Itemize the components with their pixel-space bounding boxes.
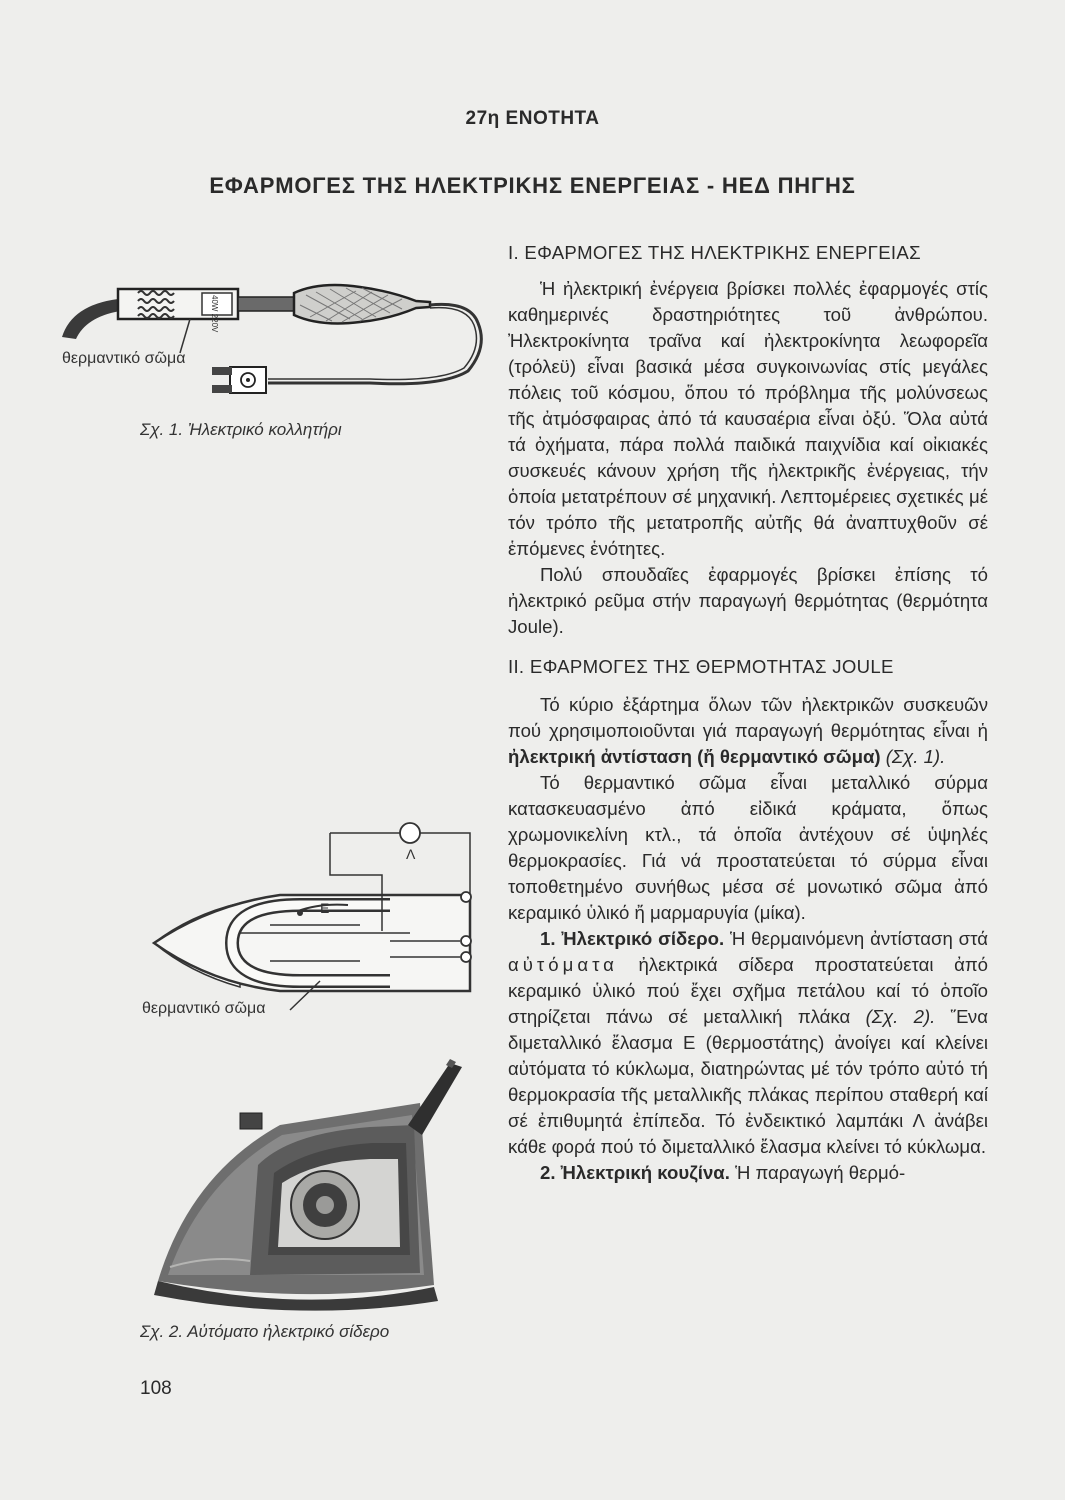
- section2-p3-text-c: Ἕνα διμεταλλικό ἔλασμα Ε (θερμοστάτης) ἀνοίγει καί κλείνει αὐτόματα τό κύκλωμα, διατηρώντας μέ τόν τρόπο αὐτό τή θερμοκρασία τῆς μεταλλικῆς πλάκας περίπου σταθερή καί σέ ἐπιθυμητά ἐπίπεδα. Τό ἐνδεικτικό λαμπάκι Λ ἀνάβει κάθε φορά πού τό διμεταλλικό ἔλασμα κλείνει τό κύκλωμα.: [508, 1006, 988, 1157]
- section1-paragraph2: Πολύ σπουδαῖες ἐφαρμογές βρίσκει ἐπίσης τό ἠλεκτρικό ρεῦμα στήν παραγωγή θερμότητας (θερμότητα Joule).: [508, 564, 988, 637]
- heating-element-label-fig1: θερμαντικό σῶμα: [62, 350, 186, 367]
- section2-p4-text: Ἡ παραγωγή θερμό-: [729, 1162, 906, 1183]
- section2-paragraph2: Τό θερμαντικό σῶμα εἶναι μεταλλικό σύρμα κατασκευασμένο ἀπό εἰδικά κράματα, ὅπως χρωμονικελίνη κτλ., τά ὁποῖα ἀντέχουν σέ ὑψηλές θερμοκρασίες. Γιά νά προστατεύεται τό σύρμα εἶναι τοποθετημένο συνήθως μέσα σέ μονωτικό σῶμα ἀπό κεραμικό ὑλικό ἤ μαρμαρυγία (μίκα).: [508, 772, 988, 923]
- section2-p1-bold: ἠλεκτρική ἀντίσταση (ἤ θερμαντικό σῶμα): [508, 746, 881, 767]
- cooker-subheading: 2. Ἠλεκτρική κουζίνα.: [540, 1162, 730, 1183]
- iron-schematic-diagram: [150, 815, 480, 1005]
- heating-element-label-fig2: θερμαντικό σῶμα: [142, 1000, 266, 1017]
- figure1-caption: Σχ. 1. Ἠλεκτρικό κολλητήρι: [140, 420, 342, 439]
- section2-p1-text: Τό κύριο ἐξάρτημα ὅλων τῶν ἠλεκτρικῶν συσκευῶν πού χρησιμοποιοῦνται γιά παραγωγή θερμότητας εἶναι ἡ: [508, 694, 988, 741]
- page-number: 108: [140, 1378, 172, 1399]
- section2-p3-spaced: αὐτόματα: [508, 954, 618, 975]
- iron-rating-label: 40W 220V: [210, 295, 219, 333]
- section2-p1-figure-ref: (Σχ. 1).: [880, 746, 946, 767]
- bimetal-strip-letter: Ε: [320, 900, 330, 916]
- chapter-title: ΕΦΑΡΜΟΓΕΣ ΤΗΣ ΗΛΕΚΤΡΙΚΗΣ ΕΝΕΡΓΕΙΑΣ - ΗΕΔ ΠΗΓΗΣ: [209, 173, 856, 198]
- text-column: [508, 240, 988, 1186]
- figure2-caption: Σχ. 2. Αὐτόματο ἠλεκτρικό σίδερο: [140, 1322, 390, 1341]
- section2-paragraph3: [508, 926, 988, 1160]
- section2-p3-text-a: Ἡ θερμαινόμενη ἀντίσταση στά: [724, 928, 988, 949]
- section2-paragraph4: [508, 1160, 988, 1186]
- unit-title: 27η ΕΝΟΤΗΤΑ: [465, 108, 600, 129]
- section2-heading: ΙΙ. ΕΦΑΡΜΟΓΕΣ ΤΗΣ ΘΕΡΜΟΤΗΤΑΣ JOULE: [508, 656, 894, 677]
- iron-subheading: 1. Ἠλεκτρικό σίδερο.: [540, 928, 725, 949]
- section2-p3-text-b: ἠλεκτρικά σίδερα προστατεύεται ἀπό κεραμικό ὑλικό πού ἔχει σχῆμα πετάλου καί τό ὁποῖο στηρίζεται πάνω σέ μεταλλική πλάκα: [508, 954, 988, 1027]
- section2-paragraph1: [508, 692, 988, 770]
- automatic-iron-illustration: [150, 1055, 480, 1320]
- section2-p3-figure-ref: (Σχ. 2).: [850, 1006, 936, 1027]
- section1-paragraph1: Ἡ ἠλεκτρική ἐνέργεια βρίσκει πολλές ἐφαρμογές στίς καθημερινές δραστηριότητες τοῦ ἀνθρώπου. Ἠλεκτροκίνητα τραῖνα καί ἠλεκτροκίνητα λεωφορεῖα (τρόλεϋ) εἶναι βασικά μέσα συγκοινωνίας στίς μεγάλες πόλεις τοῦ κόσμου, ὅπου τό πρόβλημα τῆς μολύνσεως τῆς ἀτμόσφαιρας ἀπό τά καυσαέρια εἶναι ὀξύ. Ὅλα αὐτά τά ὀχήματα, πάρα πολλά παιδικά παιχνίδια καί οἰκιακές συσκευές κάνουν χρήση τῆς ἠλεκτρικῆς ἐνέργειας, τήν ὁποία μετατρέπουν σέ μηχανική. Λεπτομέρειες σχετικές μέ τόν τρόπο τῆς μετατροπῆς αὐτῆς θά ἀναπτυχθοῦν σέ ἑπόμενες ἑνότητες.: [508, 278, 988, 559]
- section1-heading: Ι. ΕΦΑΡΜΟΓΕΣ ΤΗΣ ΗΛΕΚΤΡΙΚΗΣ ΕΝΕΡΓΕΙΑΣ: [508, 242, 921, 263]
- lamp-letter: Λ: [406, 846, 416, 862]
